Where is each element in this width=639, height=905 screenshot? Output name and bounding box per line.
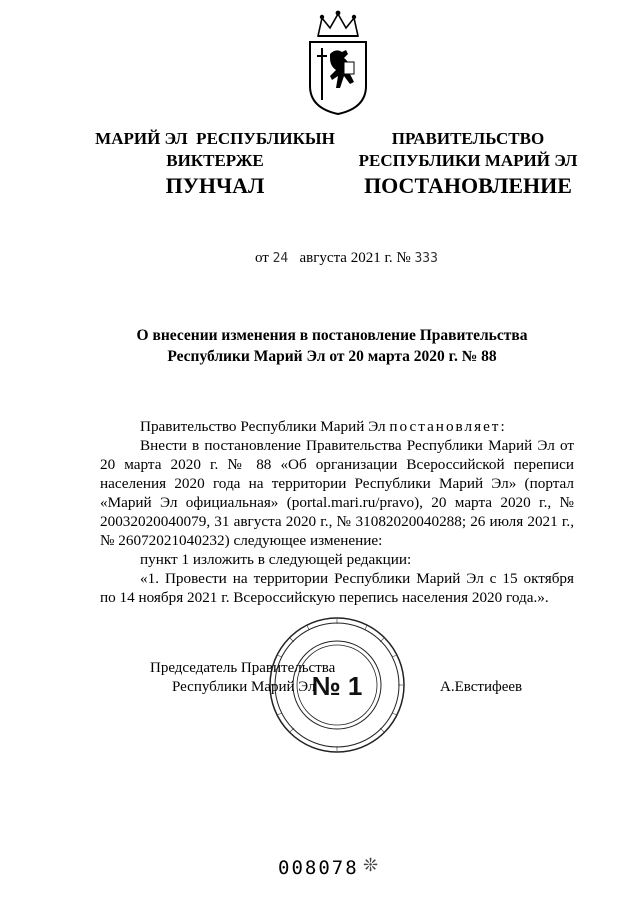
header-right: [352, 128, 584, 172]
title-line1: О внесении изменения в постановление Правительства: [136, 327, 528, 344]
body-paragraph-1: [100, 417, 574, 436]
date-prefix: от: [255, 250, 269, 266]
signatory-title-line1: Председатель Правительства: [150, 660, 336, 676]
coat-of-arms-emblem: [296, 8, 380, 118]
title-line2: Республики Марий Эл от 20 марта 2020 г. № 88: [167, 348, 497, 365]
body-paragraph-4: «1. Провести на территории Республики Марий Эл с 15 октября по 14 ноября 2021 г. Всероссийскую перепись населения 2020 года.».: [100, 570, 574, 606]
serial-mark-icon: ❊: [363, 855, 379, 875]
header-right-line2: РЕСПУБЛИКИ МАРИЙ ЭЛ: [358, 151, 578, 170]
signatory-title-line2: Республики Марий Эл: [172, 679, 316, 695]
date-day: 24: [272, 251, 289, 266]
document-body: [100, 417, 574, 607]
document-title: [90, 325, 574, 367]
doc-type-mari: ПУНЧАЛ: [165, 173, 265, 198]
doc-type-russian: ПОСТАНОВЛЕНИЕ: [364, 173, 572, 198]
body-paragraph-2: Внести в постановление Правительства Республики Марий Эл от 20 марта 2020 г. № 88 «Об организации Всероссийской переписи населения 2020 года на территории Республики Марий Эл» (портал «Марий Эл официальная» (portal.mari.ru/pravo), 20 марта 2020 г., № 20032020040079, 31 августа 2020 г., № 31082020040288; 26 июля 2021 г., № 26072021040232) следующее изменение:: [100, 437, 574, 549]
date-line: [255, 250, 438, 267]
date-month-year: августа 2021 г. №: [299, 250, 411, 266]
header-left-line1: МАРИЙ ЭЛ РЕСПУБЛИКЫН: [95, 129, 335, 148]
signatory-name: А.Евстифеев: [440, 679, 523, 695]
body-paragraph-3: пункт 1 изложить в следующей редакции:: [140, 551, 412, 568]
body-p1-text: Правительство Республики Марий Эл: [140, 418, 390, 435]
header-right-line1: ПРАВИТЕЛЬСТВО: [391, 129, 545, 148]
seal-number: № 1: [311, 671, 363, 701]
form-serial-number: 008078: [278, 857, 359, 879]
body-p1-spaced: постановляет:: [389, 418, 507, 435]
header-left: [90, 128, 340, 172]
header-left-line2: ВИКТЕРЖЕ: [166, 151, 264, 170]
decree-number: 333: [414, 251, 438, 266]
